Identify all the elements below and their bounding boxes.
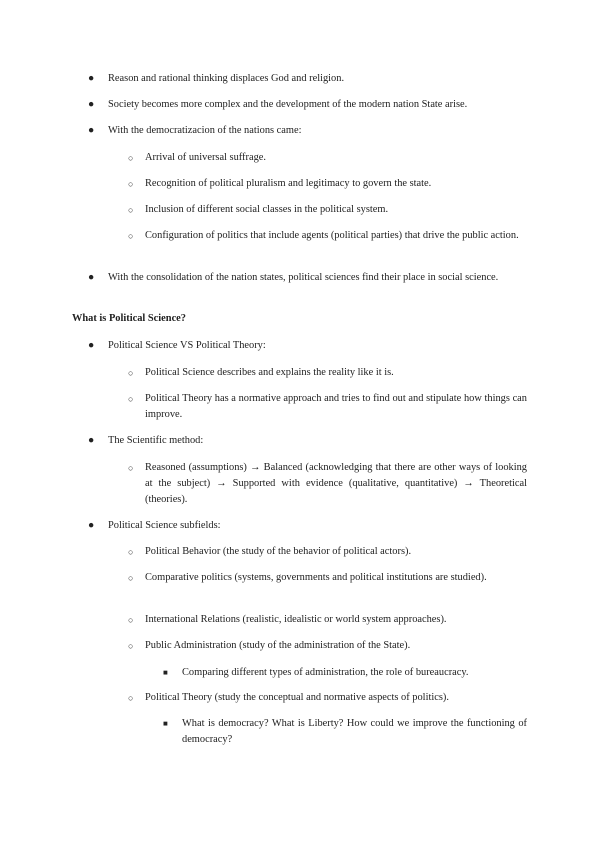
- bullet-circle-icon: ○: [128, 368, 134, 378]
- bullet-square-icon: ■: [163, 668, 168, 677]
- sub-list-item-text: Public Administration (study of the administration of the State).: [145, 640, 411, 651]
- bullet-circle-icon: ○: [128, 394, 134, 404]
- sub-list-item: [128, 228, 527, 244]
- sub-list-item-text: Reasoned (assumptions) → Balanced (acknowledging that there are other ways of looking at the subject) → Supported with evidence (qualitative, quantitative) → Theoretical (theories).: [145, 462, 527, 505]
- list-item: [88, 270, 527, 286]
- sub-list-item: [128, 365, 527, 381]
- bullet-disc-icon: ●: [88, 435, 95, 446]
- bullet-circle-icon: ○: [128, 463, 134, 473]
- sub-list-item: [128, 460, 527, 508]
- list-item-text: Political Science subfields:: [108, 520, 221, 531]
- bullet-disc-icon: ●: [88, 73, 95, 84]
- sub-list-item: [128, 570, 527, 586]
- bullet-circle-icon: ○: [128, 693, 134, 703]
- bullet-circle-icon: ○: [128, 573, 134, 583]
- sub-list-item-text: Political Theory has a normative approach and tries to find out and stipulate how things can improve.: [145, 393, 527, 420]
- list-item: [88, 97, 527, 113]
- sub-list-item-text: Political Theory (study the conceptual and normative aspects of politics).: [145, 692, 449, 703]
- bullet-disc-icon: ●: [88, 520, 95, 531]
- list-item-text: Political Science VS Political Theory:: [108, 340, 266, 351]
- section-heading: What is Political Science?: [72, 313, 186, 324]
- list-item-text: The Scientific method:: [108, 435, 204, 446]
- bullet-square-icon: ■: [163, 719, 168, 728]
- sub-list-item: [128, 176, 527, 192]
- bullet-circle-icon: ○: [128, 641, 134, 651]
- sub-list-item: [128, 391, 527, 423]
- bullet-circle-icon: ○: [128, 547, 134, 557]
- sub-list-item: [128, 544, 527, 560]
- sub-sub-list-item-text: Comparing different types of administration, the role of bureaucracy.: [182, 667, 469, 678]
- sub-list-item: [128, 638, 527, 654]
- list-item: [88, 123, 527, 139]
- list-item-text: Society becomes more complex and the development of the modern nation State arise.: [108, 99, 468, 110]
- sub-list-item: [128, 150, 527, 166]
- sub-list-item: [128, 202, 527, 218]
- sub-list-item-text: Arrival of universal suffrage.: [145, 152, 266, 163]
- sub-list-item: [128, 690, 527, 706]
- list-item-text: With the consolidation of the nation states, political sciences find their place in social science.: [108, 272, 499, 283]
- list-item-text: Reason and rational thinking displaces God and religion.: [108, 73, 345, 84]
- list-item: [88, 518, 527, 534]
- sub-list-item-text: Configuration of politics that include agents (political parties) that drive the public action.: [145, 230, 519, 241]
- sub-list-item-text: Political Behavior (the study of the behavior of political actors).: [145, 546, 412, 557]
- bullet-circle-icon: ○: [128, 205, 134, 215]
- bullet-disc-icon: ●: [88, 340, 95, 351]
- bullet-disc-icon: ●: [88, 272, 95, 283]
- list-item: [88, 338, 527, 354]
- bullet-disc-icon: ●: [88, 125, 95, 136]
- sub-sub-list-item-text: What is democracy? What is Liberty? How could we improve the functioning of democracy?: [182, 718, 527, 745]
- sub-list-item-text: International Relations (realistic, idealistic or world system approaches).: [145, 614, 447, 625]
- sub-list-item-text: Recognition of political pluralism and legitimacy to govern the state.: [145, 178, 432, 189]
- list-item-text: With the democratizacion of the nations came:: [108, 125, 302, 136]
- bullet-circle-icon: ○: [128, 615, 134, 625]
- sub-list-item-text: Political Science describes and explains the reality like it is.: [145, 367, 394, 378]
- bullet-circle-icon: ○: [128, 153, 134, 163]
- bullet-circle-icon: ○: [128, 231, 134, 241]
- bullet-circle-icon: ○: [128, 179, 134, 189]
- sub-list-item-text: Comparative politics (systems, governments and political institutions are studied).: [145, 572, 487, 583]
- list-item: [88, 71, 527, 87]
- sub-list-item: [128, 612, 527, 628]
- sub-sub-list-item: [163, 716, 527, 748]
- bullet-disc-icon: ●: [88, 99, 95, 110]
- sub-list-item-text: Inclusion of different social classes in the political system.: [145, 204, 389, 215]
- sub-sub-list-item: [163, 665, 527, 681]
- list-item: [88, 433, 527, 449]
